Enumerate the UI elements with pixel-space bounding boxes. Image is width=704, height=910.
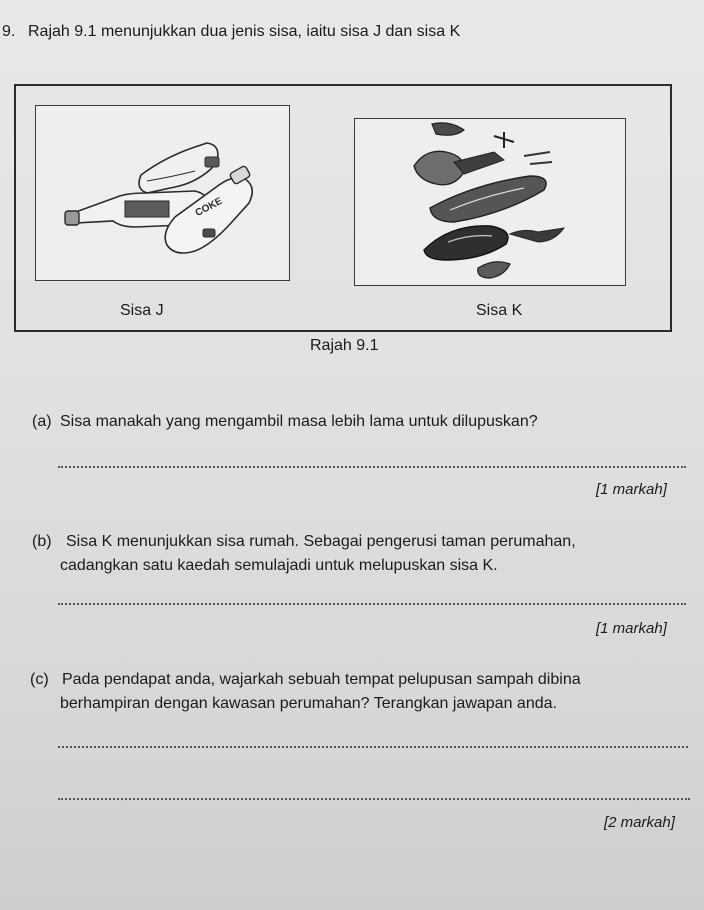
part-a-marks: [1 markah] xyxy=(596,481,667,498)
figure-caption: Rajah 9.1 xyxy=(310,337,379,354)
part-a-question: Sisa manakah yang mengambil masa lebih lama untuk dilupuskan? xyxy=(60,413,538,430)
part-b-question-line-1: Sisa K menunjukkan sisa rumah. Sebagai pengerusi taman perumahan, xyxy=(66,533,576,550)
part-c-label: (c) xyxy=(30,671,49,688)
part-b-answer-line[interactable] xyxy=(58,603,686,605)
part-c-marks: [2 markah] xyxy=(604,814,675,831)
part-c-question-line-2: berhampiran dengan kawasan perumahan? Terangkan jawapan anda. xyxy=(60,695,557,712)
part-c-answer-line-2[interactable] xyxy=(58,798,690,800)
part-b-question-line-2: cadangkan satu kaedah semulajadi untuk melupuskan sisa K. xyxy=(60,557,498,574)
part-c-answer-line-1[interactable] xyxy=(58,746,688,748)
question-intro: Rajah 9.1 menunjukkan dua jenis sisa, iaitu sisa J dan sisa K xyxy=(28,23,461,40)
part-a-label: (a) xyxy=(32,413,52,430)
part-b-marks: [1 markah] xyxy=(596,620,667,637)
part-c-question-line-1: Pada pendapat anda, wajarkah sebuah tempat pelupusan sampah dibina xyxy=(62,671,581,688)
coke-label: COKE xyxy=(193,195,225,220)
food-waste-drawing xyxy=(354,118,626,286)
plastic-bottles-drawing xyxy=(35,105,290,281)
label-sisa-k: Sisa K xyxy=(476,302,523,319)
label-sisa-j: Sisa J xyxy=(120,302,164,319)
part-a-answer-line[interactable] xyxy=(58,466,686,468)
question-number: 9. xyxy=(2,23,16,40)
part-b-label: (b) xyxy=(32,533,52,550)
